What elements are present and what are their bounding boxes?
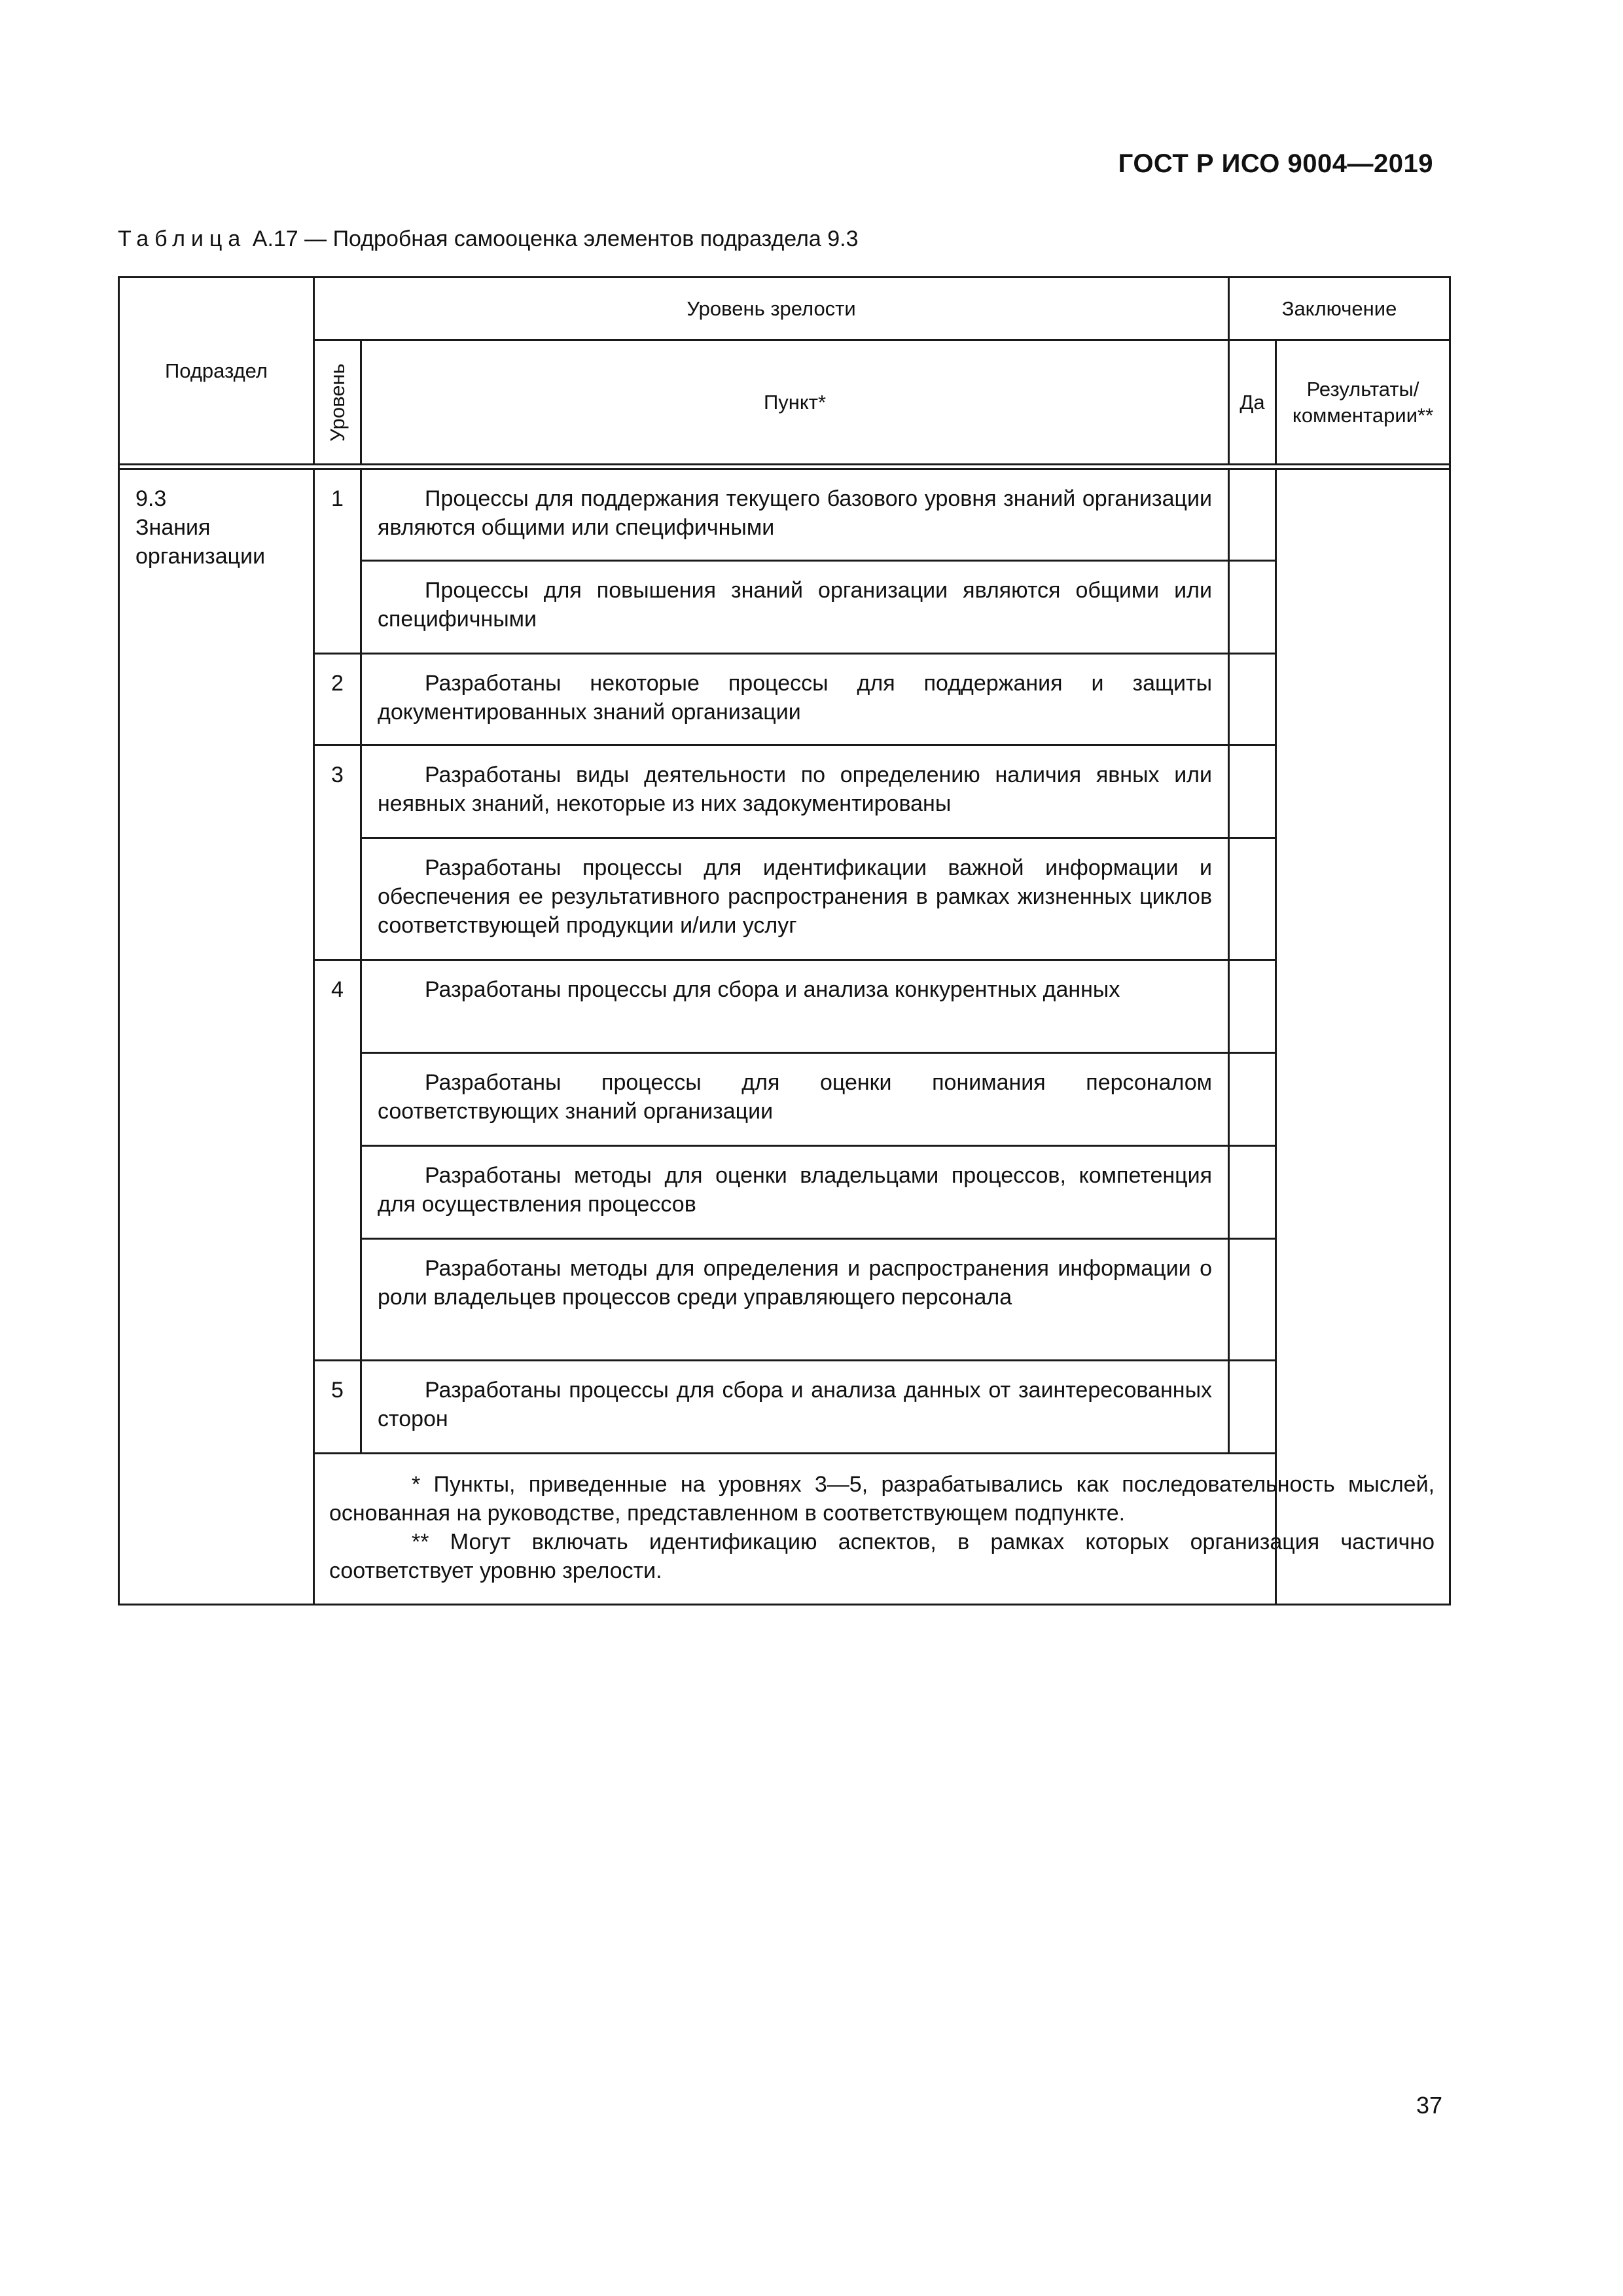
item-text: Разработаны процессы для оценки понимания персоналом соответствующих знаний организации <box>378 1070 1213 1124</box>
header-results-line1: Результаты/ <box>1306 377 1419 401</box>
item-cell <box>361 1361 1229 1454</box>
yes-cell[interactable] <box>1229 1239 1276 1361</box>
footnote-asterisk: * Пункты, приведенные на уровнях 3—5, разрабатывались как последовательность мыслей, основанная на руководстве, представленном в соответствующем подпункте. <box>329 1472 1435 1526</box>
header-item: Пункт* <box>361 340 1229 465</box>
table-caption-word: Таблица <box>118 226 247 251</box>
table-caption <box>118 226 859 252</box>
header-separator <box>119 465 1450 469</box>
yes-cell[interactable] <box>1229 469 1276 561</box>
yes-cell[interactable] <box>1229 838 1276 960</box>
subsection-cell <box>119 469 314 1605</box>
subsection-title-line1: Знания <box>135 515 211 540</box>
table-caption-text: А.17 — Подробная самооценка элементов подраздела 9.3 <box>252 226 859 251</box>
item-cell <box>361 654 1229 745</box>
item-cell <box>361 960 1229 1053</box>
level-number: 2 <box>314 654 361 745</box>
item-cell <box>361 1146 1229 1239</box>
item-cell <box>361 1053 1229 1146</box>
item-cell <box>361 561 1229 654</box>
self-assessment-table <box>118 276 1451 1605</box>
item-cell <box>361 838 1229 960</box>
footnote-double-asterisk: ** Могут включать идентификацию аспектов, в рамках которых организация частично соответствует уровню зрелости. <box>329 1530 1435 1583</box>
subsection-number: 9.3 <box>135 486 167 511</box>
header-maturity-level: Уровень зрелости <box>314 278 1229 340</box>
yes-cell[interactable] <box>1229 561 1276 654</box>
level-number: 1 <box>314 469 361 654</box>
item-text: Разработаны процессы для идентификации важной информации и обеспечения ее результативного распространения в рамках жизненных циклов соответствующей продукции и/или услуг <box>378 855 1213 938</box>
item-text: Разработаны процессы для сбора и анализа данных от заинтересованных сторон <box>378 1378 1213 1431</box>
yes-cell[interactable] <box>1229 1146 1276 1239</box>
item-text: Разработаны методы для оценки владельцами процессов, компетенция для осуществления процессов <box>378 1163 1213 1217</box>
page-number: 37 <box>1416 2092 1443 2119</box>
footnotes-cell <box>314 1454 1450 1605</box>
document-code: ГОСТ Р ИСО 9004—2019 <box>1118 149 1433 178</box>
header-results-line2: комментарии** <box>1292 403 1434 427</box>
level-number: 4 <box>314 960 361 1361</box>
yes-cell[interactable] <box>1229 654 1276 745</box>
header-results-comments <box>1276 340 1450 465</box>
header-level <box>314 340 361 465</box>
item-cell <box>361 469 1229 561</box>
yes-cell[interactable] <box>1229 1361 1276 1454</box>
header-conclusion: Заключение <box>1229 278 1450 340</box>
yes-cell[interactable] <box>1229 745 1276 838</box>
item-text: Разработаны методы для определения и распространения информации о роли владельцев процессов среди управляющего персонала <box>378 1256 1213 1310</box>
level-number: 3 <box>314 745 361 960</box>
item-cell <box>361 745 1229 838</box>
item-text: Разработаны процессы для сбора и анализа конкурентных данных <box>425 977 1120 1002</box>
yes-cell[interactable] <box>1229 960 1276 1053</box>
item-text: Процессы для поддержания текущего базового уровня знаний организации являются общими или специфичными <box>378 486 1213 540</box>
results-cell[interactable] <box>1276 469 1450 1605</box>
item-cell <box>361 1239 1229 1361</box>
yes-cell[interactable] <box>1229 1053 1276 1146</box>
item-text: Разработаны виды деятельности по определению наличия явных или неявных знаний, некоторые из них задокументированы <box>378 762 1213 816</box>
header-level-label: Уровень <box>325 363 349 442</box>
item-text: Процессы для повышения знаний организации являются общими или специфичными <box>378 578 1213 632</box>
header-yes: Да <box>1229 340 1276 465</box>
item-text: Разработаны некоторые процессы для поддержания и защиты документированных знаний организации <box>378 671 1213 725</box>
subsection-title-line2: организации <box>135 544 266 569</box>
header-subsection: Подраздел <box>119 278 314 465</box>
level-number: 5 <box>314 1361 361 1454</box>
